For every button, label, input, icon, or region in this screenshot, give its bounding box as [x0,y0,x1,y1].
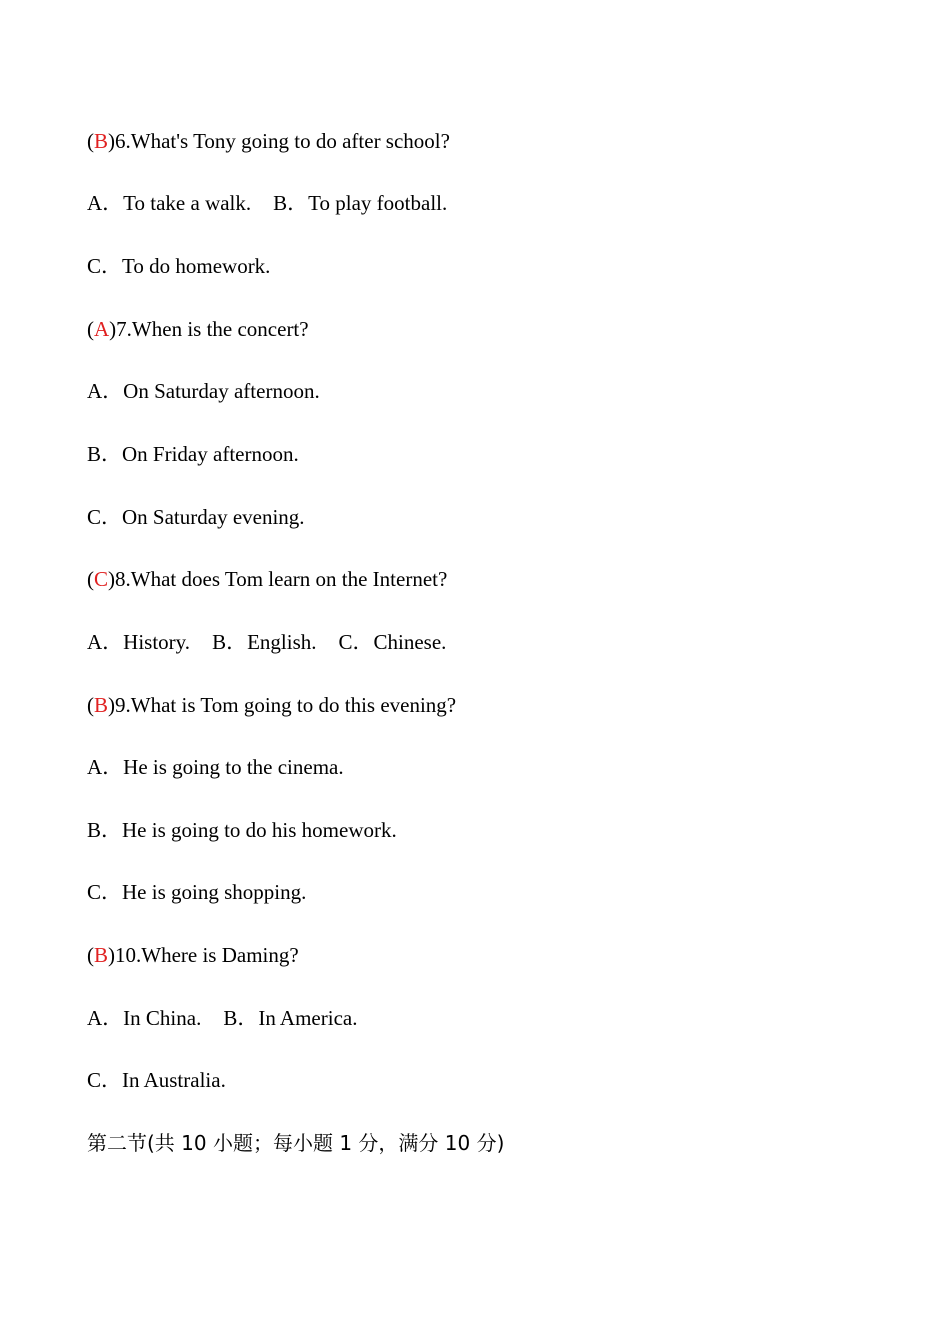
option-b: B．To play football. [273,191,448,215]
options-line [87,879,306,905]
options-line [87,378,320,404]
options-line [87,754,344,780]
answer-letter: B [94,943,109,967]
question-9: (B)9.What is Tom going to do this evening? [87,693,457,717]
options-line [87,1005,357,1031]
answer-letter: A [94,317,110,341]
question-7: (A)7.When is the concert? [87,317,309,341]
question-text: 6.What's Tony going to do after school? [115,129,450,153]
option-c: C．On Saturday evening. [87,505,305,529]
options-line [87,441,299,467]
option-c: C．To do homework. [87,254,271,278]
option-b: B．English. [212,630,317,654]
answer-letter: C [94,567,109,591]
answer-letter: B [94,693,109,717]
question-8: (C)8.What does Tom learn on the Internet? [87,567,448,591]
options-line [87,817,397,843]
option-a: A．History. [87,630,191,654]
options-line [87,629,446,655]
option-a: A．He is going to the cinema. [87,755,344,779]
option-a: A．To take a walk. [87,191,252,215]
question-text: 8.What does Tom learn on the Internet? [115,567,448,591]
question-6: (B)6.What's Tony going to do after school? [87,129,450,153]
option-b: B．On Friday afternoon. [87,442,299,466]
option-a: A．On Saturday afternoon. [87,379,320,403]
option-c: C．In Australia. [87,1068,226,1092]
question-text: 10.Where is Daming? [115,943,299,967]
question-text: 9.What is Tom going to do this evening? [115,693,457,717]
question-text: 7.When is the concert? [116,317,309,341]
answer-letter: B [94,129,109,153]
question-10: (B)10.Where is Daming? [87,943,299,967]
options-line [87,190,447,216]
options-line [87,1067,226,1093]
section-title: 第二节(共 10 小题；每小题 1 分，满分 10 分) [87,1131,505,1155]
options-line [87,253,270,279]
option-a: A．In China. [87,1006,202,1030]
options-line [87,504,305,530]
option-c: C．He is going shopping. [87,880,307,904]
option-b: B．In America. [223,1006,358,1030]
option-c: C．Chinese. [338,630,447,654]
option-b: B．He is going to do his homework. [87,818,397,842]
